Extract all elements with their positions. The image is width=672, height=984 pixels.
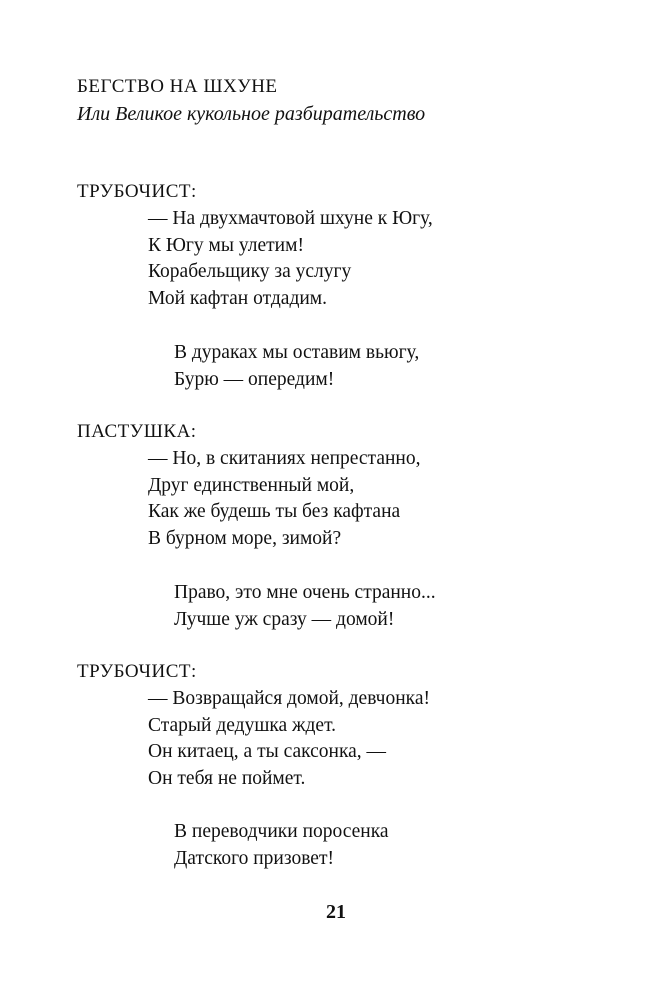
verse-line: Друг единственный мой,: [148, 474, 355, 496]
verse-line: Он тебя не поймет.: [148, 767, 306, 789]
verse-line: — На двухмачтовой шхуне к Югу,: [148, 208, 433, 229]
speaker-label: ТРУБОЧИСТ:: [77, 661, 197, 682]
verse-line: Он китаец, а ты саксонка, —: [148, 741, 387, 762]
poem-subtitle: Или Великое кукольное разбирательство: [77, 103, 426, 125]
verse-line: Старый дедушка ждет.: [148, 714, 337, 736]
poem-title: БЕГСТВО НА ШХУНЕ: [77, 76, 278, 97]
verse-line: В переводчики поросенка: [174, 821, 389, 842]
verse-line: Корабельщику за услугу: [148, 261, 352, 282]
verse-line: Датского призовет!: [174, 847, 334, 869]
verse-line: К Югу мы улетим!: [148, 234, 304, 256]
stanza: [174, 819, 389, 872]
page-number: 21: [326, 901, 346, 923]
speaker-label: ТРУБОЧИСТ:: [77, 181, 197, 202]
verse-line: — Возвращайся домой, девчонка!: [148, 688, 430, 709]
verse-line: Лучше уж сразу — домой!: [174, 608, 395, 630]
stanza: [148, 206, 433, 312]
verse-line: Право, это мне очень странно...: [174, 582, 436, 603]
verse-line: В дураках мы оставим вьюгу,: [174, 342, 420, 363]
stanza: [174, 340, 419, 393]
verse-line: Как же будешь ты без кафтана: [148, 501, 401, 522]
verse-line: В бурном море, зимой?: [148, 527, 342, 549]
verse-line: — Но, в скитаниях непрестанно,: [148, 448, 421, 469]
verse-line: Мой кафтан отдадим.: [148, 287, 328, 309]
speaker-label: ПАСТУШКА:: [77, 421, 197, 442]
stanza: [148, 446, 420, 552]
stanza: [174, 580, 436, 633]
verse-line: Бурю — опередим!: [174, 368, 335, 390]
stanza: [148, 686, 430, 792]
